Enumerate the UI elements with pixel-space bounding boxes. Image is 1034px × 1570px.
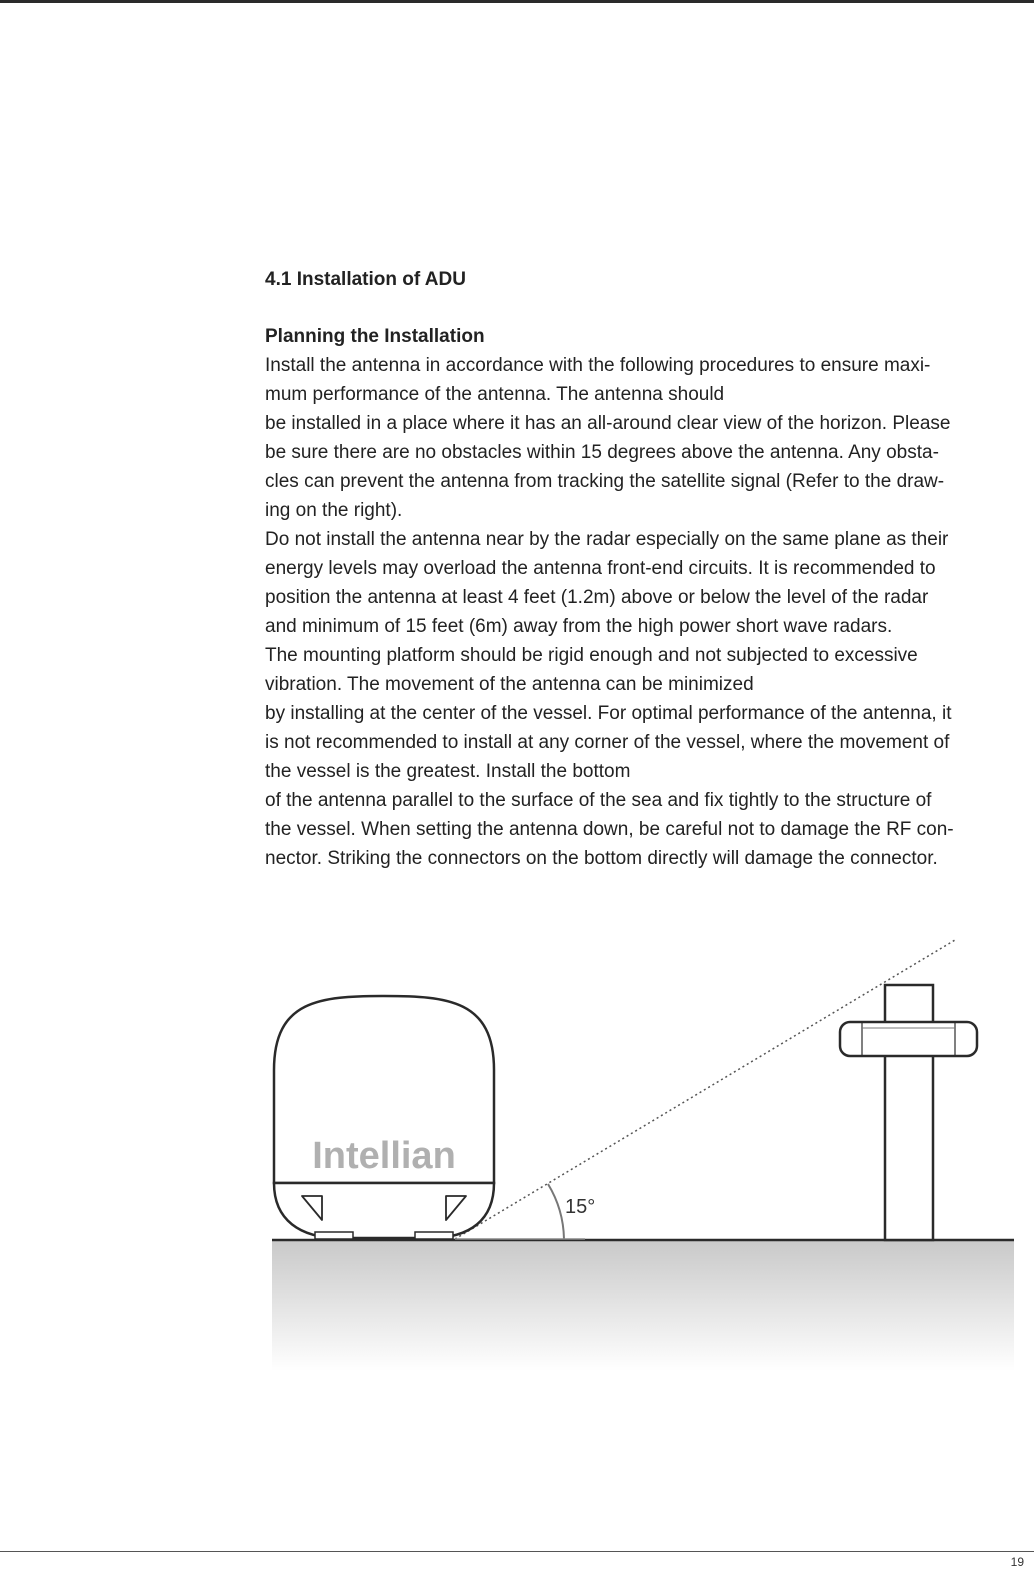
radar-housing — [840, 1022, 977, 1056]
body-line: Install the antenna in accordance with the following procedures to ensure maxi- — [265, 355, 931, 376]
body-line: mum performance of the antenna. The antenna should — [265, 384, 725, 405]
top-rule — [0, 0, 1034, 3]
body-line: be sure there are no obstacles within 15 degrees above the antenna. Any obsta- — [265, 442, 939, 463]
body-text — [265, 351, 1030, 873]
angle-label: 15° — [565, 1196, 596, 1218]
body-line: vibration. The movement of the antenna can be minimized — [265, 674, 754, 695]
content — [265, 265, 1030, 873]
installation-diagram — [0, 930, 1034, 1390]
antenna-radome — [274, 996, 494, 1239]
bottom-rule — [0, 1551, 1034, 1552]
body-line: cles can prevent the antenna from tracking the satellite signal (Refer to the draw- — [265, 471, 945, 492]
body-line: The mounting platform should be rigid enough and not subjected to excessive — [265, 645, 918, 666]
brand-logo: Intellian — [312, 1135, 456, 1177]
body-line: nector. Striking the connectors on the bottom directly will damage the connector. — [265, 848, 938, 869]
body-line: is not recommended to install at any corner of the vessel, where the movement of — [265, 732, 950, 753]
body-line: Do not install the antenna near by the radar especially on the same plane as their — [265, 529, 949, 550]
body-line: by installing at the center of the vessel. For optimal performance of the antenna, it — [265, 703, 952, 724]
page-number: 19 — [1010, 1555, 1024, 1569]
body-line: be installed in a place where it has an all-around clear view of the horizon. Please — [265, 413, 951, 434]
sub-heading: Planning the Installation — [265, 326, 485, 347]
section-heading: 4.1 Installation of ADU — [265, 269, 466, 290]
body-line: the vessel is the greatest. Install the bottom — [265, 761, 631, 782]
deck-surface — [272, 1241, 1014, 1371]
body-line: of the antenna parallel to the surface of the sea and fix tightly to the structure of — [265, 790, 932, 811]
body-line: position the antenna at least 4 feet (1.2m) above or below the level of the radar — [265, 587, 929, 608]
body-line: the vessel. When setting the antenna down, be careful not to damage the RF con- — [265, 819, 954, 840]
body-line: energy levels may overload the antenna front-end circuits. It is recommended to — [265, 558, 936, 579]
angle-arc — [548, 1184, 564, 1239]
base-foot-right — [415, 1232, 453, 1239]
body-line: ing on the right). — [265, 500, 403, 521]
elevation-line — [455, 940, 955, 1239]
body-line: and minimum of 15 feet (6m) away from the high power short wave radars. — [265, 616, 893, 637]
base-foot-left — [315, 1232, 353, 1239]
mast-obstacle — [840, 985, 977, 1240]
